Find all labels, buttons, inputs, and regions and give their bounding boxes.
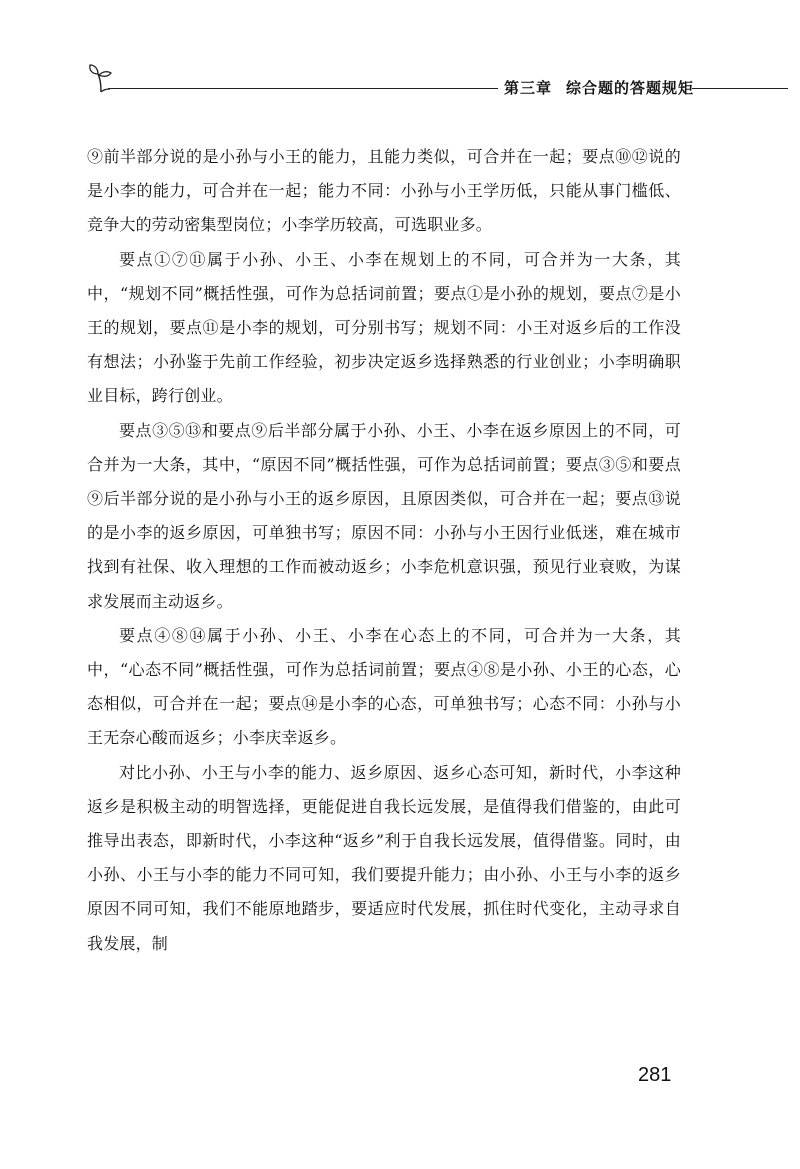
sprout-icon bbox=[86, 62, 116, 94]
page-number: 281 bbox=[638, 1064, 672, 1086]
paragraph-1: ⑨前半部分说的是小孙与小王的能力，且能力类似，可合并在一起；要点⑩⑫说的是小李的能力，可合并在一起；能力不同：小孙与小王学历低，只能从事门槛低、竞争大的劳动密集型岗位；小李学历较高，可选职业多。 bbox=[87, 147, 681, 235]
paragraph-5: 对比小孙、小王与小李的能力、返乡原因、返乡心态可知，新时代，小李这种返乡是积极主动的明智选择，更能促进自我长远发展，是值得我们借鉴的，由此可推导出表态，即新时代，小李这种“返乡”利于自我长远发展，值得借鉴。同时，由小孙、小王与小李的能力不同可知，我们要提升能力；由小孙、小王与小李的返乡原因不同可知，我们不能原地踏步，要适应时代发展，抓住时代变化，主动寻求自我发展，制 bbox=[87, 762, 681, 953]
paragraph-3: 要点③⑤⑬和要点⑨后半部分属于小孙、小王、小李在返乡原因上的不同，可合并为一大条，其中，“原因不同”概括性强，可作为总括词前置；要点③⑤和要点⑨后半部分说的是小孙与小王的返乡原因，且原因类似，可合并在一起；要点⑬说的是小李的返乡原因，可单独书写；原因不同：小孙与小王因行业低迷，难在城市找到有社保、收入理想的工作而被动返乡；小李危机意识强，预见行业衰败，为谋求发展而主动返乡。 bbox=[87, 420, 681, 611]
chapter-label: 第三章 bbox=[504, 79, 553, 97]
running-header bbox=[86, 62, 788, 102]
header-rule-left bbox=[108, 88, 498, 89]
paragraph-2: 要点①⑦⑪属于小孙、小王、小李在规划上的不同，可合并为一大条，其中，“规划不同”概括性强，可作为总括词前置；要点①是小孙的规划，要点⑦是小王的规划，要点⑪是小李的规划，可分别书写；规划不同：小王对返乡后的工作没有想法；小孙鉴于先前工作经验，初步决定返乡选择熟悉的行业创业；小李明确职业目标，跨行创业。 bbox=[87, 249, 681, 406]
body-text bbox=[87, 140, 681, 961]
chapter-title: 综合题的答题规矩 bbox=[566, 79, 695, 97]
paragraph-4: 要点④⑧⑭属于小孙、小王、小李在心态上的不同，可合并为一大条，其中，“心态不同”概括性强，可作为总括词前置；要点④⑧是小孙、小王的心态，心态相似，可合并在一起；要点⑭是小李的心态，可单独书写；心态不同：小孙与小王无奈心酸而返乡；小李庆幸返乡。 bbox=[87, 625, 681, 748]
header-rule-right bbox=[692, 88, 788, 89]
